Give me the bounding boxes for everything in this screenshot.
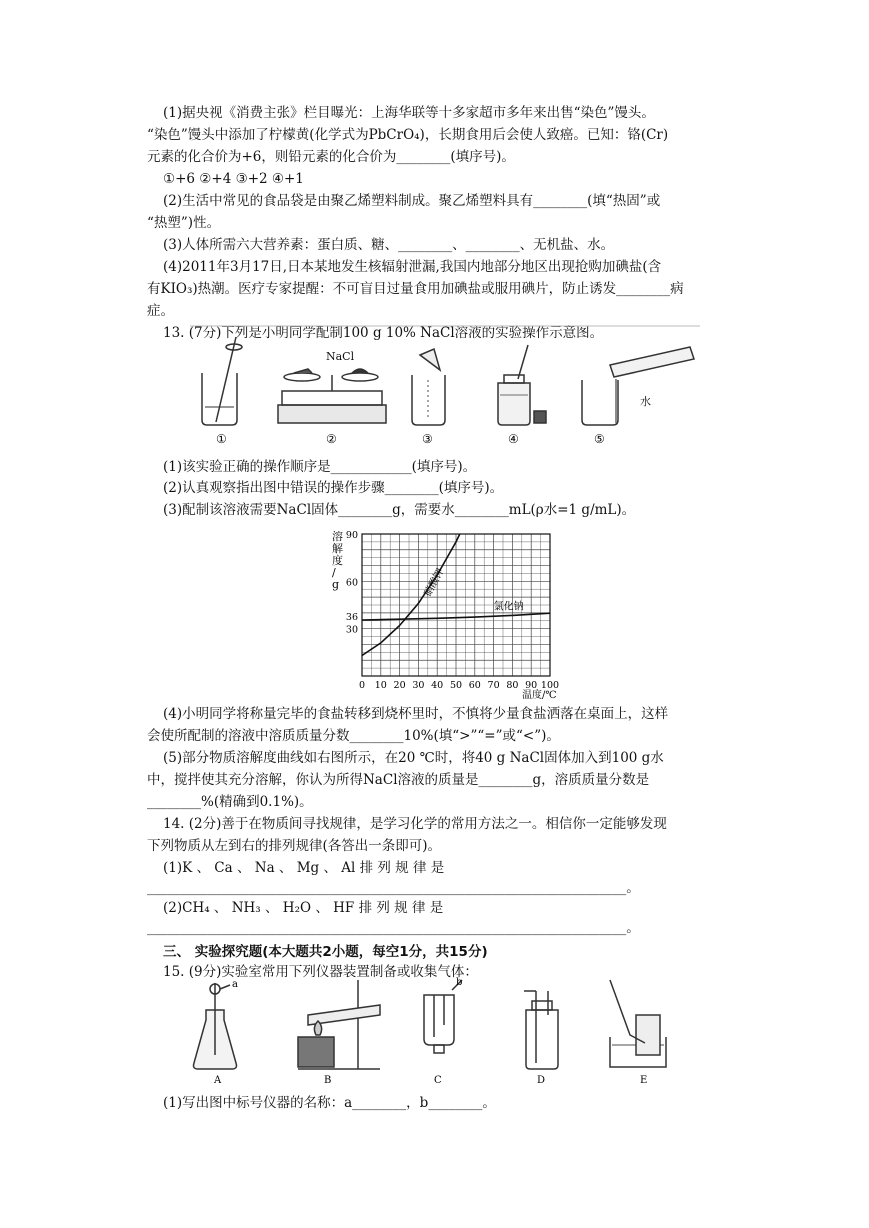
x-tick-label: 80 bbox=[506, 680, 519, 691]
water-trough-icon bbox=[610, 980, 666, 1067]
label-b: b bbox=[456, 977, 463, 988]
y-tick-label: 60 bbox=[345, 577, 358, 589]
gas-bottle-icon bbox=[524, 991, 558, 1069]
q13-part5-line1: (5)部分物质溶解度曲线如右图所示，在20 ℃时，将40 g NaCl固体加入到100 g水 bbox=[163, 750, 664, 766]
q14-stem-line1: 14. (2分)善于在物质间寻找规律，是学习化学的常用方法之一。相信你一定能够发现 bbox=[163, 816, 667, 832]
balance-scale-icon bbox=[278, 369, 386, 423]
q14-part1: (1)K 、 Ca 、 Na 、 Mg 、 Al 排 列 规 律 是 bbox=[163, 860, 445, 876]
water-label: 水 bbox=[640, 395, 651, 408]
q12-part1-line1: (1)据央视《消费主张》栏目曝光：上海华联等十多家超市多年来出售“染色”馒头。 bbox=[163, 105, 655, 121]
x-tick-label: 60 bbox=[468, 680, 481, 691]
step-label-2: ② bbox=[326, 432, 337, 446]
q15-part1: (1)写出图中标号仪器的名称：a________，b________。 bbox=[163, 1095, 496, 1111]
y-axis-label-char: g bbox=[332, 578, 340, 591]
q14-part2: (2)CH₄ 、 NH₃ 、 H₂O 、 HF 排 列 规 律 是 bbox=[163, 900, 444, 916]
q12-part2-line1: (2)生活中常见的食品袋是由聚乙烯塑料制成。聚乙烯塑料具有________(填“热固”或 bbox=[163, 193, 661, 209]
q12-part1-line3: 元素的化合价为+6，则铅元素的化合价为________(填序号)。 bbox=[147, 149, 515, 165]
q15-stem: 15. (9分)实验室常用下列仪器装置制备或收集气体： bbox=[163, 964, 478, 980]
solution-prep-figure bbox=[190, 325, 700, 450]
label-a: a bbox=[232, 979, 238, 990]
section-heading: 三、 实验探究题(本大题共2小题，每空1分，共15分) bbox=[163, 944, 488, 960]
series-label-kno3: 硝酸钾 bbox=[422, 566, 447, 599]
gas-apparatus-figure bbox=[190, 975, 680, 1090]
q13-part3: (3)配制该溶液需要NaCl固体________g，需要水________mL(ρ水=1 g/mL)。 bbox=[163, 502, 636, 518]
q13-part5-line2: 中，搅拌使其充分溶解，你认为所得NaCl溶液的质量是________g，溶质质量分数是 bbox=[147, 772, 650, 788]
y-tick-label: 90 bbox=[345, 530, 358, 541]
x-tick-label: 0 bbox=[358, 680, 366, 691]
flask-funnel-icon bbox=[194, 983, 237, 1069]
x-tick-label: 90 bbox=[525, 680, 538, 691]
y-tick-label: 36 bbox=[345, 612, 358, 624]
q13-part4-line2: 会使所配制的溶液中溶质质量分数________10%(填“>”“=”或“<”)。 bbox=[147, 728, 560, 744]
x-tick-label: 20 bbox=[393, 680, 406, 691]
x-tick-label: 40 bbox=[431, 680, 444, 691]
heating-apparatus-icon bbox=[298, 980, 380, 1069]
apparatus-label-a: A bbox=[214, 1075, 222, 1086]
q12-part3: (3)人体所需六大营养素：蛋白质、糖、________、________、无机盐、水。 bbox=[163, 237, 615, 253]
x-tick-label: 100 bbox=[540, 680, 560, 691]
q12-part1-line2: “染色”馒头中添加了柠檬黄(化学式为PbCrO₄)，长期食用后会使人致癌。已知：铬(Cr) bbox=[147, 127, 669, 143]
y-axis-label-char: 解 bbox=[332, 542, 343, 555]
y-axis-label-char: / bbox=[332, 566, 336, 579]
apparatus-label-e: E bbox=[640, 1075, 648, 1086]
q12-part2-line2: “热塑”)性。 bbox=[147, 215, 221, 231]
series-line-0 bbox=[362, 534, 460, 656]
q14-part2-blank: _______________________________________________________________________。 bbox=[147, 920, 640, 936]
step-label-3: ③ bbox=[422, 432, 433, 446]
q14-part1-blank: _______________________________________________________________________。 bbox=[147, 880, 640, 896]
y-tick-labels bbox=[346, 530, 358, 636]
apparatus-label-c: C bbox=[434, 1075, 442, 1086]
q12-part4-line3: 症。 bbox=[147, 303, 174, 319]
q13-part1: (1)该实验正确的操作顺序是____________(填序号)。 bbox=[163, 459, 477, 475]
x-tick-label: 50 bbox=[449, 680, 463, 691]
pouring-solid-icon bbox=[412, 349, 445, 425]
x-axis-label: 温度/℃ bbox=[522, 690, 557, 701]
q12-part4-line2: 有KIO₃)热潮。医疗专家提醒：不可盲目过量食用加碘盐或服用碘片，防止诱发________病 bbox=[147, 281, 684, 297]
y-axis-label-char: 度 bbox=[332, 554, 343, 567]
q13-stem: 13. (7分)下列是小明同学配制100 g 10% NaCl溶液的实验操作示意图。 bbox=[163, 325, 604, 341]
apparatus-label-d: D bbox=[537, 1075, 546, 1086]
inverted-bottle-icon bbox=[424, 980, 462, 1053]
x-tick-label: 10 bbox=[374, 680, 387, 691]
reagent-bottle-icon bbox=[498, 345, 546, 425]
q12-part1-options: ①+6 ②+4 ③+2 ④+1 bbox=[163, 171, 304, 187]
q13-part2: (2)认真观察指出图中错误的操作步骤________(填序号)。 bbox=[163, 480, 504, 496]
q14-stem-line2: 下列物质从左到右的排列规律(各答出一条即可)。 bbox=[147, 838, 442, 854]
x-tick-label: 70 bbox=[487, 680, 500, 691]
apparatus-label-b: B bbox=[324, 1075, 332, 1086]
y-axis-label-char: 溶 bbox=[332, 530, 343, 543]
pouring-water-icon bbox=[582, 347, 694, 425]
step-label-4: ④ bbox=[508, 432, 519, 446]
q12-part4-line1: (4)2011年3月17日,日本某地发生核辐射泄漏,我国内地部分地区出现抢购加碘盐(含 bbox=[163, 259, 662, 275]
nacl-label: NaCl bbox=[326, 350, 355, 363]
y-tick-label: 30 bbox=[345, 624, 358, 636]
x-tick-label: 30 bbox=[412, 680, 425, 691]
solubility-chart bbox=[322, 526, 572, 702]
step-label-5: ⑤ bbox=[594, 432, 605, 446]
series-label-nacl: 氯化钠 bbox=[493, 601, 524, 613]
stirring-beaker-icon bbox=[202, 337, 242, 425]
y-axis-label bbox=[332, 529, 343, 591]
q13-part4-line1: (4)小明同学将称量完毕的食盐转移到烧杯里时，不慎将少量食盐洒落在桌面上，这样 bbox=[163, 706, 669, 722]
step-label-1: ① bbox=[216, 432, 227, 446]
q13-part5-line3: ________%(精确到0.1%)。 bbox=[147, 794, 313, 810]
